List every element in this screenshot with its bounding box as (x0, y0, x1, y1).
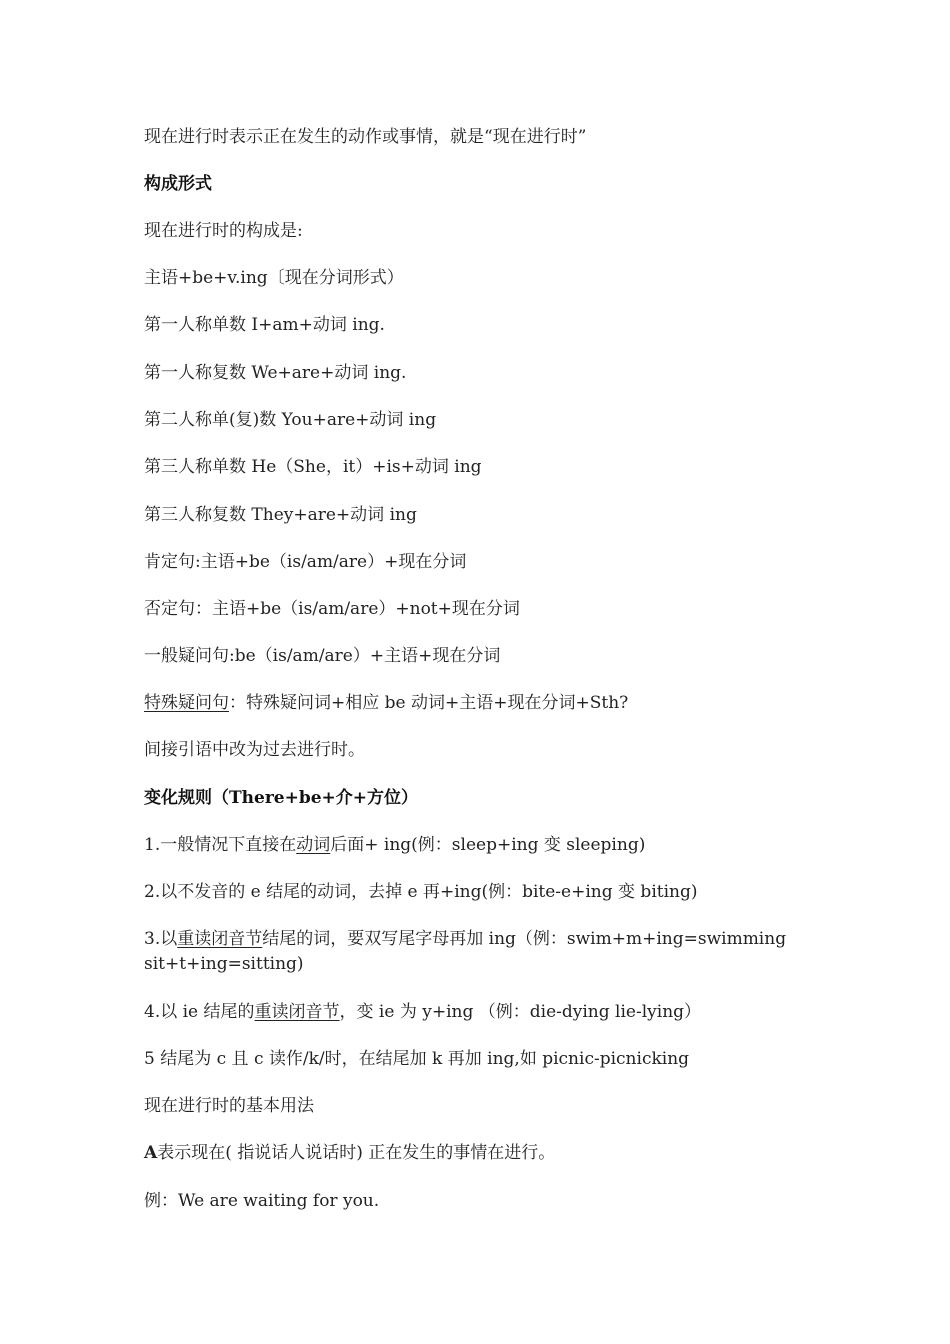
rule-4-suffix: ，变 ie 为 y+ing （例：die-dying lie-lying） (339, 1002, 702, 1022)
person-3-plural: 第三人称复数 They+are+动词 ing (144, 505, 417, 525)
special-question-rest: ：特殊疑问词+相应 be 动词+主语+现在分词+Sth? (229, 693, 629, 713)
usage-a (144, 1143, 824, 1163)
affirmative-sentence: 肯定句:主语+be（is/am/are）+现在分词 (144, 552, 467, 572)
usage-a-label: A (144, 1143, 158, 1163)
rule-5: 5 结尾为 c 且 c 读作/k/时，在结尾加 k 再加 ing,如 picnic-picnicking (144, 1049, 690, 1069)
example-sentence: 例：We are waiting for you. (144, 1191, 380, 1211)
person-1-plural: 第一人称复数 We+are+动词 ing. (144, 363, 407, 383)
rule-1 (144, 835, 824, 855)
rule-3 (144, 927, 824, 977)
heading-form: 构成形式 (144, 174, 212, 194)
rule-2: 2.以不发音的 e 结尾的动词，去掉 e 再+ing(例：bite-e+ing 变 biting) (144, 882, 698, 902)
rule-1-underlined: 动词 (296, 835, 331, 855)
form-intro: 现在进行时的构成是: (144, 221, 303, 241)
general-question: 一般疑问句:be（is/am/are）+主语+现在分词 (144, 646, 501, 666)
form-formula: 主语+be+v.ing〔现在分词形式） (144, 268, 404, 288)
special-question-label: 特殊疑问句 (144, 693, 229, 713)
usage-a-text: 表示现在( 指说话人说话时) 正在发生的事情在进行。 (157, 1143, 556, 1163)
usage-heading: 现在进行时的基本用法 (144, 1096, 314, 1116)
rule-4 (144, 1002, 824, 1022)
rule-4-prefix: 4.以 ie 结尾的 (144, 1002, 255, 1022)
special-question (144, 693, 824, 713)
rule-3-underlined: 重读闭音节 (177, 929, 263, 949)
rule-1-suffix: 后面+ ing(例：sleep+ing 变 sleeping) (330, 835, 646, 855)
negative-sentence: 否定句：主语+be（is/am/are）+not+现在分词 (144, 599, 520, 619)
rule-3-prefix: 3.以 (144, 929, 178, 949)
rule-1-prefix: 1.一般情况下直接在 (144, 835, 297, 855)
indirect-speech: 间接引语中改为过去进行时。 (144, 740, 365, 760)
rule-3-suffix: 结尾的词，要双写尾字母再加 ing（例：swim+m+ing=swimming sit+t+ing=sitting) (144, 929, 787, 974)
intro-paragraph: 现在进行时表示正在发生的动作或事情，就是“现在进行时” (144, 127, 587, 147)
heading-rules: 变化规则（There+be+介+方位） (144, 788, 419, 808)
person-2: 第二人称单(复)数 You+are+动词 ing (144, 410, 437, 430)
rule-4-underlined: 重读闭音节 (254, 1002, 340, 1022)
person-3-singular: 第三人称单数 He（She，it）+is+动词 ing (144, 457, 482, 477)
person-1-singular: 第一人称单数 I+am+动词 ing. (144, 315, 385, 335)
